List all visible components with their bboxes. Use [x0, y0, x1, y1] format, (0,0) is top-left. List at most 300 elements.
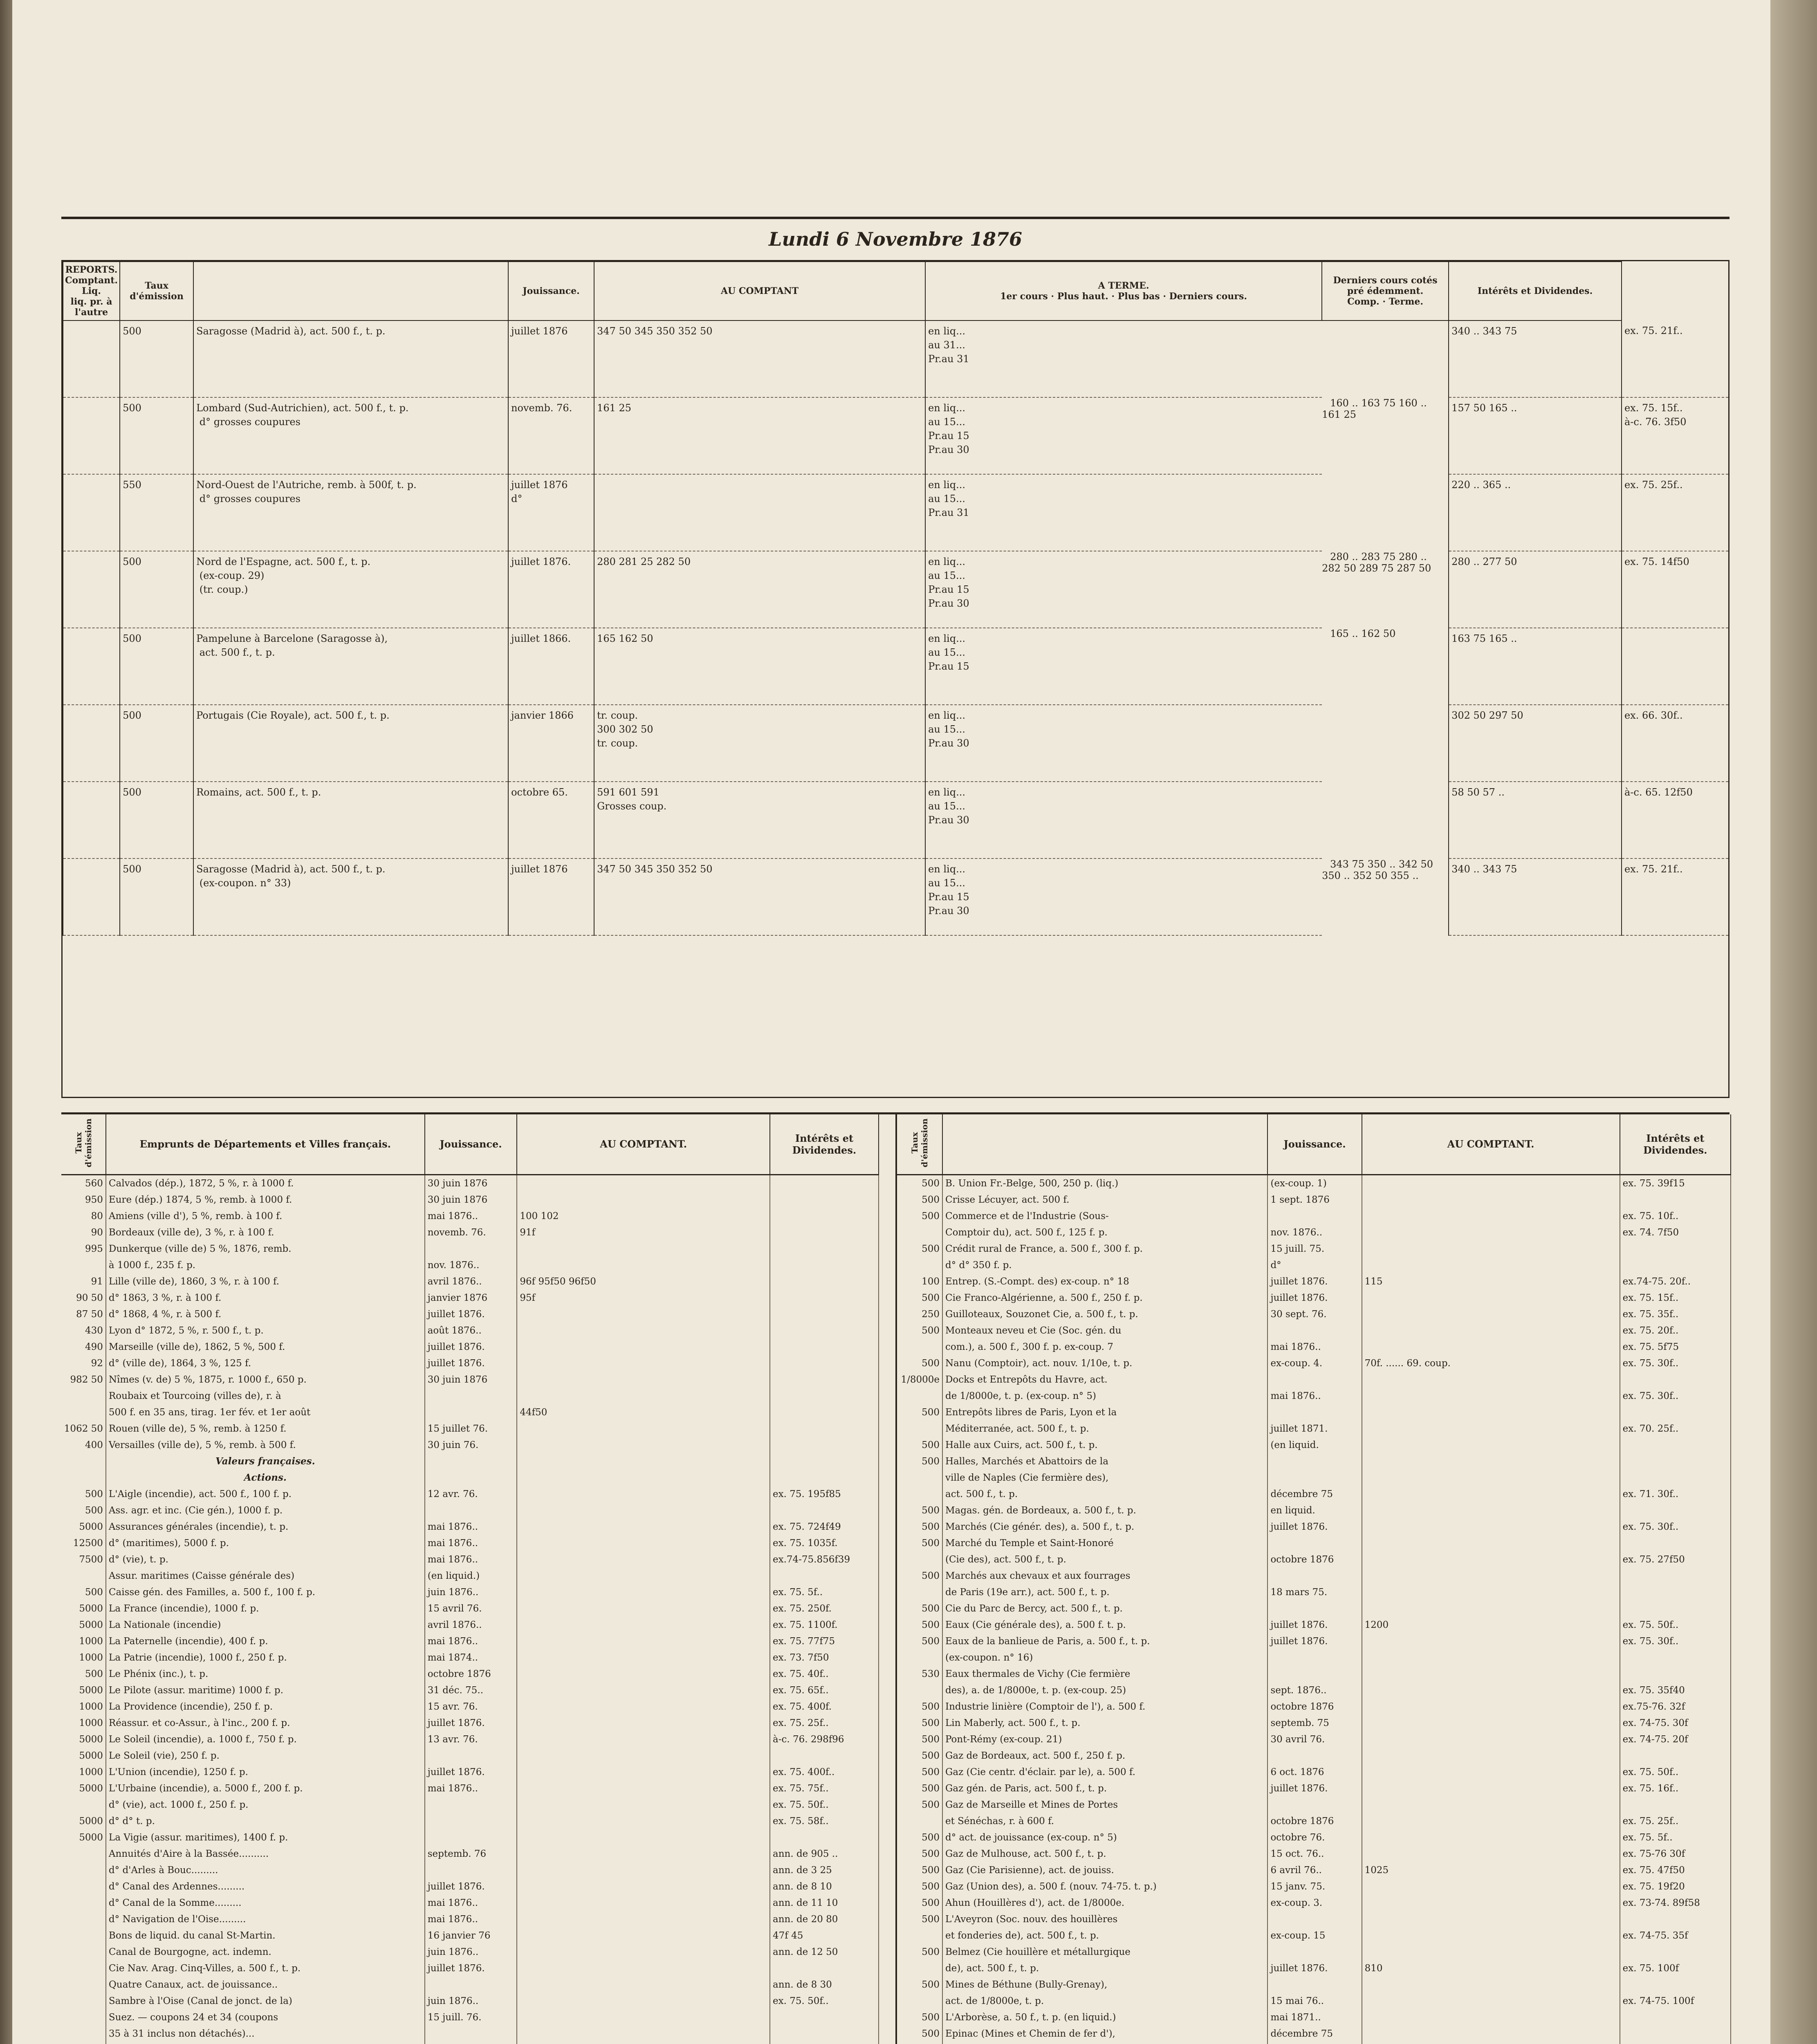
jouissance-cell: janvier 1876 — [425, 1290, 517, 1306]
comptant-cell — [1362, 1470, 1620, 1486]
jouissance-cell: ex-coup. 4. — [1267, 1355, 1362, 1372]
taux-cell: 500 — [120, 858, 193, 935]
interets-cell — [770, 1568, 879, 1584]
jouissance-cell — [425, 1241, 517, 1257]
comptant-cell — [1362, 1421, 1620, 1437]
security-name: Romains, act. 500 f., t. p. — [193, 782, 508, 858]
taux-cell — [61, 1257, 106, 1273]
taux-cell: 5000 — [61, 1829, 106, 1846]
taux-cell: 500 — [120, 551, 193, 628]
interets-cell — [770, 1241, 879, 1257]
header-derniers-cotes: Derniers cours cotés pré édemment. Comp. · Terme. — [1322, 262, 1449, 320]
jouissance-cell: 15 juillet 76. — [425, 1421, 517, 1437]
header-taux: Taux d'émission — [120, 262, 193, 320]
comptant-cell — [1362, 1519, 1620, 1535]
reports-cell — [63, 397, 120, 474]
taux-cell: 5000 — [61, 1748, 106, 1764]
taux-cell: 5000 — [61, 1600, 106, 1617]
interets-cell: ex. 75. 77f75 — [770, 1633, 879, 1650]
interets-cell: ann. de 20 80 — [770, 1911, 879, 1927]
security-name: d° (vie), t. p. — [106, 1551, 425, 1568]
security-name: d° (ville de), 1864, 3 %, 125 f. — [106, 1355, 425, 1372]
interets-cell — [1620, 1797, 1731, 1813]
security-name: Pont-Rémy (ex-coup. 21) — [942, 1731, 1267, 1748]
jouissance-cell — [1267, 1372, 1362, 1388]
taux-cell: 500 — [120, 705, 193, 782]
jouissance-cell: 30 sept. 76. — [1267, 1306, 1362, 1322]
list-item — [61, 1372, 879, 1388]
jouissance-cell — [425, 1748, 517, 1764]
interets-cell — [770, 1453, 879, 1470]
interets-cell: ex. 75. 75f.. — [770, 1780, 879, 1797]
security-name: Assurances générales (incendie), t. p. — [106, 1519, 425, 1535]
comptant-cell — [517, 1797, 770, 1813]
list-item — [897, 1224, 1731, 1241]
list-item — [61, 1846, 879, 1862]
security-name: Lille (ville de), 1860, 3 %, r. à 100 f. — [106, 1273, 425, 1290]
taux-cell: 560 — [61, 1174, 106, 1192]
interets-cell: ex. 75. 35f.. — [1620, 1306, 1731, 1322]
list-item — [897, 1715, 1731, 1731]
list-item — [61, 1355, 879, 1372]
taux-cell — [897, 1421, 942, 1437]
derniers-cell: 157 50 165 .. — [1449, 397, 1622, 474]
interets-cell: ex. 75. 15f.. — [1620, 1290, 1731, 1306]
jouissance-cell — [1267, 1977, 1362, 1993]
security-name: Caisse gén. des Familles, a. 500 f., 100 f. p. — [106, 1584, 425, 1600]
taux-cell — [61, 1862, 106, 1878]
security-name: Eaux thermales de Vichy (Cie fermière — [942, 1666, 1267, 1682]
jouissance-cell: 1 sept. 1876 — [1267, 1192, 1362, 1208]
derniers-cell: 340 .. 343 75 — [1449, 320, 1622, 397]
quotation-page — [61, 217, 1730, 2044]
taux-cell — [61, 1895, 106, 1911]
comptant-cell: 115 — [1362, 1273, 1620, 1290]
jouissance-cell: (en liquid.) — [425, 1568, 517, 1584]
taux-cell — [897, 1339, 942, 1355]
list-item — [61, 1650, 879, 1666]
list-item — [61, 1519, 879, 1535]
jouissance-cell: 15 oct. 76.. — [1267, 1846, 1362, 1862]
interets-cell — [770, 1273, 879, 1290]
comptant-cell — [1362, 1715, 1620, 1731]
jouissance-cell: 15 juill. 75. — [1267, 1241, 1362, 1257]
interets-cell: ex. 74. 7f50 — [1620, 1224, 1731, 1241]
jouissance-cell: 15 avril 76. — [425, 1600, 517, 1617]
taux-cell: 90 50 — [61, 1290, 106, 1306]
taux-cell: 1062 50 — [61, 1421, 106, 1437]
taux-cell: 500 — [897, 1355, 942, 1372]
list-item — [61, 1535, 879, 1551]
derniers-cell: 280 .. 277 50 — [1449, 551, 1622, 628]
comptant-cell — [517, 1568, 770, 1584]
list-item — [897, 1699, 1731, 1715]
security-name: L'Union (incendie), 1250 f. p. — [106, 1764, 425, 1780]
security-name: L'Arborèse, a. 50 f., t. p. (en liquid.) — [942, 2009, 1267, 2026]
comptant-cell — [517, 1306, 770, 1322]
jouissance-cell — [1267, 1470, 1362, 1486]
security-name: d° act. de jouissance (ex-coup. n° 5) — [942, 1829, 1267, 1846]
security-name: Canal de Bourgogne, act. indemn. — [106, 1944, 425, 1960]
security-name: de Paris (19e arr.), act. 500 f., t. p. — [942, 1584, 1267, 1600]
list-item — [897, 1797, 1731, 1813]
interets-cell — [1620, 1584, 1731, 1600]
jouissance-cell: octobre 1876 — [425, 1666, 517, 1682]
taux-cell: 500 — [897, 1878, 942, 1895]
list-item — [897, 1339, 1731, 1355]
interets-cell — [770, 1404, 879, 1421]
right-header-blank — [942, 1114, 1267, 1174]
taux-cell — [897, 1650, 942, 1666]
security-name: 500 f. en 35 ans, tirag. 1er fév. et 1er août — [106, 1404, 425, 1421]
list-item — [897, 1241, 1731, 1257]
jouissance-cell — [1267, 1944, 1362, 1960]
interets-cell — [1620, 1977, 1731, 1993]
taux-cell: 950 — [61, 1192, 106, 1208]
comptant-cell — [517, 1584, 770, 1600]
jouissance-cell: septemb. 76 — [425, 1846, 517, 1862]
comptant-cell — [1362, 1372, 1620, 1388]
left-header-interets: Intérêts et Dividendes. — [770, 1114, 879, 1174]
reports-cell — [63, 474, 120, 551]
taux-cell: 500 — [61, 1502, 106, 1519]
comptant-cell — [517, 2026, 770, 2042]
interets-cell — [1620, 1502, 1731, 1519]
comptant-cell — [1362, 1699, 1620, 1715]
taux-cell: 1000 — [61, 1650, 106, 1666]
jouissance-cell: 16 janvier 76 — [425, 1927, 517, 1944]
taux-cell: 500 — [897, 1322, 942, 1339]
list-item — [897, 1192, 1731, 1208]
security-name: Cie Franco-Algérienne, a. 500 f., 250 f. p. — [942, 1290, 1267, 1306]
taux-cell: 5000 — [61, 1682, 106, 1699]
right-header-comptant: AU COMPTANT. — [1362, 1114, 1620, 1174]
security-name: Guilloteaux, Souzonet Cie, a. 500 f., t. p. — [942, 1306, 1267, 1322]
comptant-cell — [1362, 1764, 1620, 1780]
security-name: Gaz de Marseille et Mines de Portes — [942, 1797, 1267, 1813]
interets-cell: ex.74-75. 20f.. — [1620, 1273, 1731, 1290]
security-name: com.), a. 500 f., 300 f. p. ex-coup. 7 — [942, 1339, 1267, 1355]
taux-cell: 7500 — [61, 1551, 106, 1568]
interets-cell: ex. 74-75. 100f — [1620, 1993, 1731, 2009]
terme-cell: en liq... au 15... Pr.au 30 — [925, 782, 1322, 858]
list-item — [61, 1290, 879, 1306]
jouissance-cell: 15 avr. 76. — [425, 1699, 517, 1715]
taux-cell — [897, 1584, 942, 1600]
jouissance-cell: juin 1876.. — [425, 1584, 517, 1600]
list-item — [61, 1192, 879, 1208]
cours-values: 160 .. 163 75 160 .. 161 25 — [1322, 397, 1427, 420]
jouissance-cell — [425, 1404, 517, 1421]
taux-cell: 500 — [61, 1584, 106, 1600]
list-item — [897, 1208, 1731, 1224]
comptant-cell — [517, 2042, 770, 2044]
jouissance-cell: 6 avril 76.. — [1267, 1862, 1362, 1878]
interets-cell: ann. de 12 50 — [770, 1944, 879, 1960]
security-name: Assur. maritimes (Caisse générale des) — [106, 1568, 425, 1584]
list-item — [897, 1502, 1731, 1519]
derniers-cell: 302 50 297 50 — [1449, 705, 1622, 782]
list-item — [897, 1911, 1731, 1927]
comptant-cell — [517, 1944, 770, 1960]
security-name: La Nationale (incendie) — [106, 1617, 425, 1633]
jouissance-cell: sept. 1876.. — [1267, 1682, 1362, 1699]
jouissance-cell — [425, 1470, 517, 1486]
jouissance-cell — [1267, 1208, 1362, 1224]
security-name: (Cie des), act. 500 f., t. p. — [942, 1551, 1267, 1568]
list-item — [897, 1666, 1731, 1682]
taux-cell: 5000 — [61, 1731, 106, 1748]
list-item — [897, 1421, 1731, 1437]
taux-cell: 500 — [897, 1748, 942, 1764]
interets-cell: ann. de 11 10 — [770, 1895, 879, 1911]
comptant-cell — [517, 1650, 770, 1666]
interets-cell: ann. de 905 .. — [770, 1846, 879, 1862]
foreign-railways-table — [61, 260, 1730, 1098]
comptant-cell — [517, 1470, 770, 1486]
right-header-jouissance: Jouissance. — [1267, 1114, 1362, 1174]
jouissance-cell: d° — [1267, 1257, 1362, 1273]
list-item — [61, 1421, 879, 1437]
interets-cell — [1620, 1944, 1731, 1960]
comptant-cell — [1362, 1846, 1620, 1862]
list-item — [897, 1650, 1731, 1666]
security-name: d° (vie), act. 1000 f., 250 f. p. — [106, 1797, 425, 1813]
security-name: Versailles (ville de), 5 %, remb. à 500 f. — [106, 1437, 425, 1453]
list-item — [61, 1829, 879, 1846]
security-name: Lyon d° 1872, 5 %, r. 500 f., t. p. — [106, 1322, 425, 1339]
interets-cell — [1620, 1372, 1731, 1388]
top-row — [63, 397, 1728, 474]
taux-cell: 550 — [120, 474, 193, 551]
comptant-cell — [1362, 1535, 1620, 1551]
list-item — [61, 1617, 879, 1633]
security-name: Nord de l'Espagne, act. 500 f., t. p. (ex-coup. 29) (tr. coup.) — [193, 551, 508, 628]
list-item — [897, 1470, 1731, 1486]
security-name: Valeurs françaises. — [106, 1453, 425, 1470]
list-item — [61, 1568, 879, 1584]
jouissance-cell: mai 1876.. — [425, 1633, 517, 1650]
taux-cell: 500 — [897, 1911, 942, 1927]
list-item — [897, 1977, 1731, 1993]
comptant-cell — [517, 1862, 770, 1878]
interets-cell: ex. 75. 50f.. — [1620, 1764, 1731, 1780]
comptant-cell — [1362, 1486, 1620, 1502]
security-name: La Providence (incendie), 250 f. p. — [106, 1699, 425, 1715]
derniers-cell: 340 .. 343 75 — [1449, 858, 1622, 935]
jouissance-cell: juillet 1876. — [1267, 1617, 1362, 1633]
jouissance-cell — [1267, 1650, 1362, 1666]
list-item — [897, 1322, 1731, 1339]
list-item — [897, 1535, 1731, 1551]
list-item — [61, 1486, 879, 1502]
list-item — [61, 1911, 879, 1927]
interets-cell: ex. 75. 5f.. — [1620, 1829, 1731, 1846]
jouissance-cell: juillet 1876. — [425, 1715, 517, 1731]
list-item — [61, 1241, 879, 1257]
taux-cell: 500 — [897, 1699, 942, 1715]
list-item — [897, 1780, 1731, 1797]
security-name: Saragosse (Madrid à), act. 500 f., t. p. (ex-coupon. n° 33) — [193, 858, 508, 935]
security-name: Comptoir du), act. 500 f., 125 f. p. — [942, 1224, 1267, 1241]
taux-cell: 500 — [897, 1208, 942, 1224]
comptant-cell — [1362, 1600, 1620, 1617]
comptant-cell — [1362, 1192, 1620, 1208]
jouissance-cell: juillet 1876. — [425, 1306, 517, 1322]
terme-cell: en liq... au 15... Pr.au 15 Pr.au 30 — [925, 551, 1322, 628]
jouissance-cell: 15 juill. 76. — [425, 2009, 517, 2026]
security-name: Le Soleil (incendie), a. 1000 f., 750 f. p. — [106, 1731, 425, 1748]
list-item — [61, 1273, 879, 1290]
taux-cell: 500 — [897, 1404, 942, 1421]
jouissance-cell: septemb. 75 — [1267, 1715, 1362, 1731]
list-item — [61, 1306, 879, 1322]
jouissance-cell: 15 mai 76.. — [1267, 1993, 1362, 2009]
jouissance-cell: décembre 75 — [1267, 1486, 1362, 1502]
interets-cell — [770, 2042, 879, 2044]
jouissance-cell: juillet 1876 — [508, 858, 594, 935]
jouissance-cell — [1267, 1322, 1362, 1339]
comptant-cell — [1362, 1174, 1620, 1192]
list-item — [61, 1502, 879, 1519]
security-name: Lin Maberly, act. 500 f., t. p. — [942, 1715, 1267, 1731]
jouissance-cell — [425, 1813, 517, 1829]
comptant-cell — [517, 1977, 770, 1993]
comptant-cell — [517, 1780, 770, 1797]
comptant-cell: 1025 — [1362, 1862, 1620, 1878]
interets-cell: ex. 75. 19f20 — [1620, 1878, 1731, 1895]
jouissance-cell: mai 1876.. — [425, 1911, 517, 1927]
derniers-cell: 220 .. 365 .. — [1449, 474, 1622, 551]
jouissance-cell: juin 1876.. — [425, 1993, 517, 2009]
interets-cell — [770, 1470, 879, 1486]
comptant-cell — [517, 1895, 770, 1911]
jouissance-cell: 31 déc. 75.. — [425, 1682, 517, 1699]
security-name: Gaz de Mulhouse, act. 500 f., t. p. — [942, 1846, 1267, 1862]
list-item — [61, 1682, 879, 1699]
comptant-cell — [1362, 1977, 1620, 1993]
interets-cell — [1620, 1600, 1731, 1617]
jouissance-cell: mai 1871.. — [1267, 2009, 1362, 2026]
interets-cell: ex. 75. 195f85 — [770, 1486, 879, 1502]
security-name: La Paternelle (incendie), 400 f. p. — [106, 1633, 425, 1650]
interets-cell: ex. 75. 30f.. — [1620, 1519, 1731, 1535]
comptant-cell: tr. coup. 300 302 50 tr. coup. — [594, 705, 925, 782]
taux-cell — [897, 1993, 942, 2009]
jouissance-cell — [425, 1453, 517, 1470]
comptant-cell — [517, 1257, 770, 1273]
interets-cell — [1620, 1192, 1731, 1208]
interets-cell — [1620, 1470, 1731, 1486]
security-name: Nord-Ouest de l'Autriche, remb. à 500f, t. p. d° grosses coupures — [193, 474, 508, 551]
interets-cell — [770, 2026, 879, 2042]
taux-cell: 500 — [897, 1617, 942, 1633]
interets-cell: ex. 74-75. 20f — [1620, 1731, 1731, 1748]
interets-cell: ex. 75. 35f40 — [1620, 1682, 1731, 1699]
security-name: Epinac (Mines et Chemin de fer d'), — [942, 2026, 1267, 2042]
list-item — [61, 1600, 879, 1617]
comptant-cell — [1362, 1682, 1620, 1699]
list-item — [897, 2009, 1731, 2026]
interets-cell: à-c. 65. 12f50 — [1622, 782, 1728, 858]
jouissance-cell — [1267, 1911, 1362, 1927]
interets-cell — [770, 2009, 879, 2026]
jouissance-cell — [1267, 1535, 1362, 1551]
comptant-cell — [517, 2009, 770, 2026]
interets-cell — [770, 1306, 879, 1322]
header-reports: REPORTS. Comptant. Liq. liq. pr. à l'autre — [63, 262, 120, 320]
comptant-cell — [517, 1339, 770, 1355]
security-name: Gaz (Union des), a. 500 f. (nouv. 74-75. t. p.) — [942, 1878, 1267, 1895]
comptant-cell — [517, 1666, 770, 1682]
interets-cell: ex. 75. 21f.. — [1622, 858, 1728, 935]
list-item — [897, 1617, 1731, 1633]
taux-cell — [61, 1977, 106, 1993]
taux-cell: 500 — [897, 2026, 942, 2042]
list-item — [897, 1748, 1731, 1764]
jouissance-cell: mai 1876.. — [425, 1551, 517, 1568]
comptant-cell — [1362, 1388, 1620, 1404]
security-name: Le Soleil (vie), 250 f. p. — [106, 1748, 425, 1764]
security-name: et Sénéchas, r. à 600 f. — [942, 1813, 1267, 1829]
terme-cell: en liq... au 15... Pr.au 15 Pr.au 30 — [925, 397, 1322, 474]
security-name: Mines de Béthune (Bully-Grenay), — [942, 1977, 1267, 1993]
interets-cell: ex. 75. 25f.. — [1620, 1813, 1731, 1829]
terme-cell: en liq... au 15... Pr.au 15 Pr.au 30 — [925, 858, 1322, 935]
comptant-cell — [594, 474, 925, 551]
list-item — [61, 1257, 879, 1273]
list-item — [897, 1388, 1731, 1404]
interets-cell — [1620, 1748, 1731, 1764]
jouissance-cell: décembre 75 — [1267, 2026, 1362, 2042]
interets-cell: ex. 75. 15f.. à-c. 76. 3f50 — [1622, 397, 1728, 474]
comptant-cell: 165 162 50 — [594, 628, 925, 705]
taux-cell — [897, 1388, 942, 1404]
comptant-cell: 161 25 — [594, 397, 925, 474]
list-item — [61, 1748, 879, 1764]
taux-cell — [61, 2026, 106, 2042]
interets-cell: ex. 71. 30f.. — [1620, 1486, 1731, 1502]
security-name: Halles, Marchés et Abattoirs de la — [942, 1453, 1267, 1470]
security-name: Gaz gén. de Paris, act. 500 f., t. p. — [942, 1780, 1267, 1797]
interets-cell: ex. 75. 50f.. — [770, 1993, 879, 2009]
jouissance-cell — [425, 1862, 517, 1878]
interets-cell: ex. 75. 400f.. — [770, 1764, 879, 1780]
list-item — [61, 1993, 879, 2009]
security-name: La France (incendie), 1000 f. p. — [106, 1600, 425, 1617]
list-item — [61, 2009, 879, 2026]
comptant-cell — [1362, 1404, 1620, 1421]
jouissance-cell: juillet 1876. — [425, 1339, 517, 1355]
taux-cell: 500 — [897, 1715, 942, 1731]
jouissance-cell: avril 1876.. — [425, 1273, 517, 1290]
list-item — [897, 1568, 1731, 1584]
security-name: act. 500 f., t. p. — [942, 1486, 1267, 1502]
jouissance-cell: octobre 76. — [1267, 1829, 1362, 1846]
comptant-cell — [517, 1927, 770, 1944]
reports-cell — [63, 858, 120, 935]
comptant-cell — [1362, 1241, 1620, 1257]
jouissance-cell: novemb. 76. — [508, 397, 594, 474]
security-name: Portugais (Cie Royale), act. 500 f., t. p. — [193, 705, 508, 782]
taux-cell: 1000 — [61, 1633, 106, 1650]
jouissance-cell: juin 1876.. — [425, 1944, 517, 1960]
comptant-cell: 70f. ...... 69. coup. — [1362, 1355, 1620, 1372]
right-column — [895, 1114, 1731, 2044]
security-name: Marchés (Cie génér. des), a. 500 f., t. p. — [942, 1519, 1267, 1535]
jouissance-cell: octobre 65. — [508, 782, 594, 858]
list-item — [897, 1437, 1731, 1453]
